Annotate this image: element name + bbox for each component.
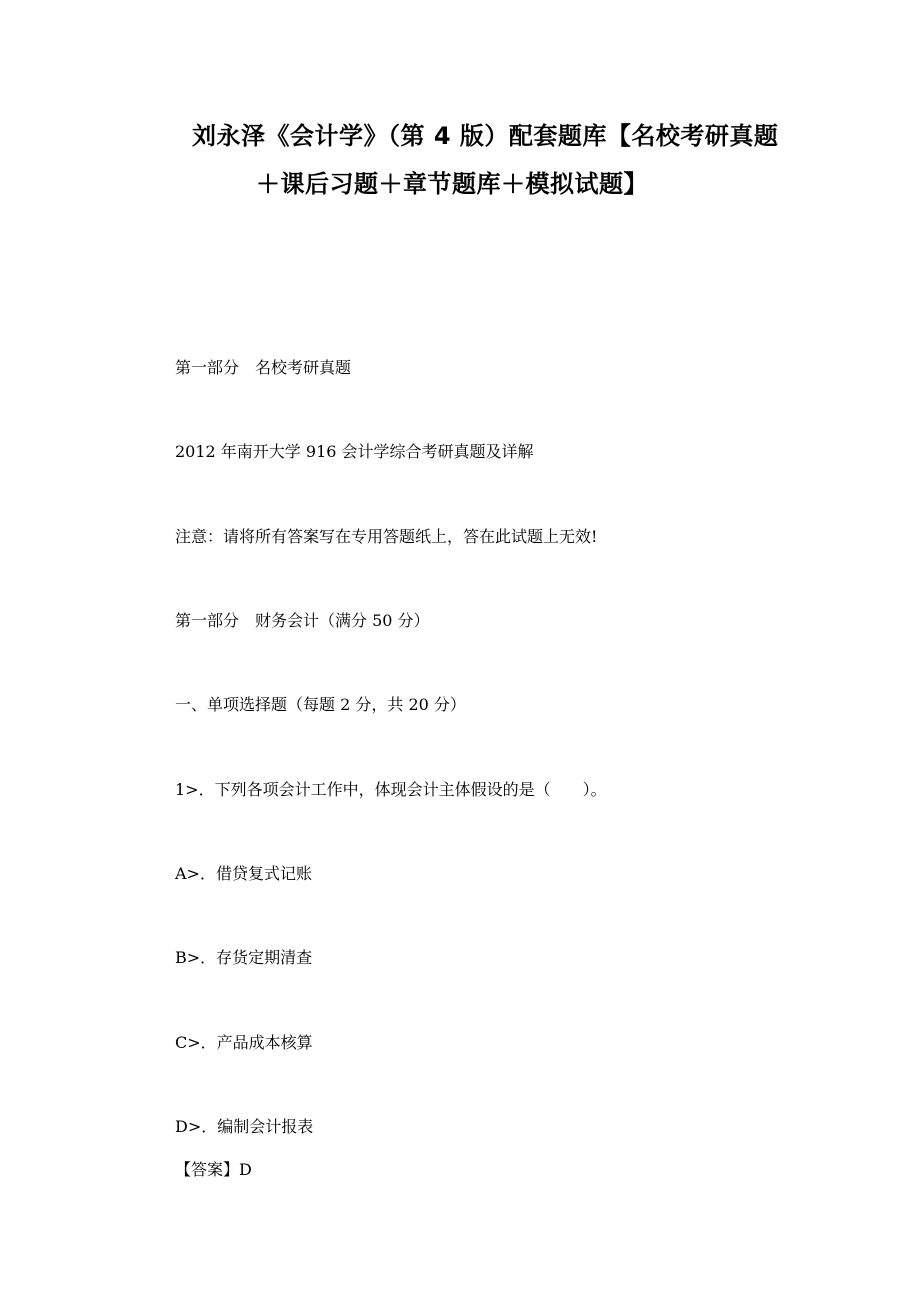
document-title-line-2: ＋课后习题＋章节题库＋模拟试题】 — [256, 170, 648, 198]
section-heading-part-one: 第一部分 名校考研真题 — [175, 358, 352, 377]
section-heading-financial-accounting: 第一部分 财务会计（满分 50 分） — [175, 611, 430, 630]
question-type-heading: 一、单项选择题（每题 2 分，共 20 分） — [175, 695, 466, 714]
exam-title: 2012 年南开大学 916 会计学综合考研真题及详解 — [175, 442, 534, 461]
document-title-line-1: 刘永泽《会计学》（第 4 版）配套题库【名校考研真题 — [192, 122, 779, 150]
exam-notice: 注意：请将所有答案写在专用答题纸上，答在此试题上无效! — [175, 527, 598, 546]
question-1-text: 1>．下列各项会计工作中，体现会计主体假设的是（ ）。 — [175, 780, 607, 799]
option-c: C>．产品成本核算 — [175, 1033, 313, 1052]
option-b: B>．存货定期清查 — [175, 948, 313, 967]
answer-line: 【答案】D — [175, 1160, 252, 1179]
option-a: A>．借贷复式记账 — [175, 864, 312, 883]
option-d: D>．编制会计报表 — [175, 1117, 314, 1136]
